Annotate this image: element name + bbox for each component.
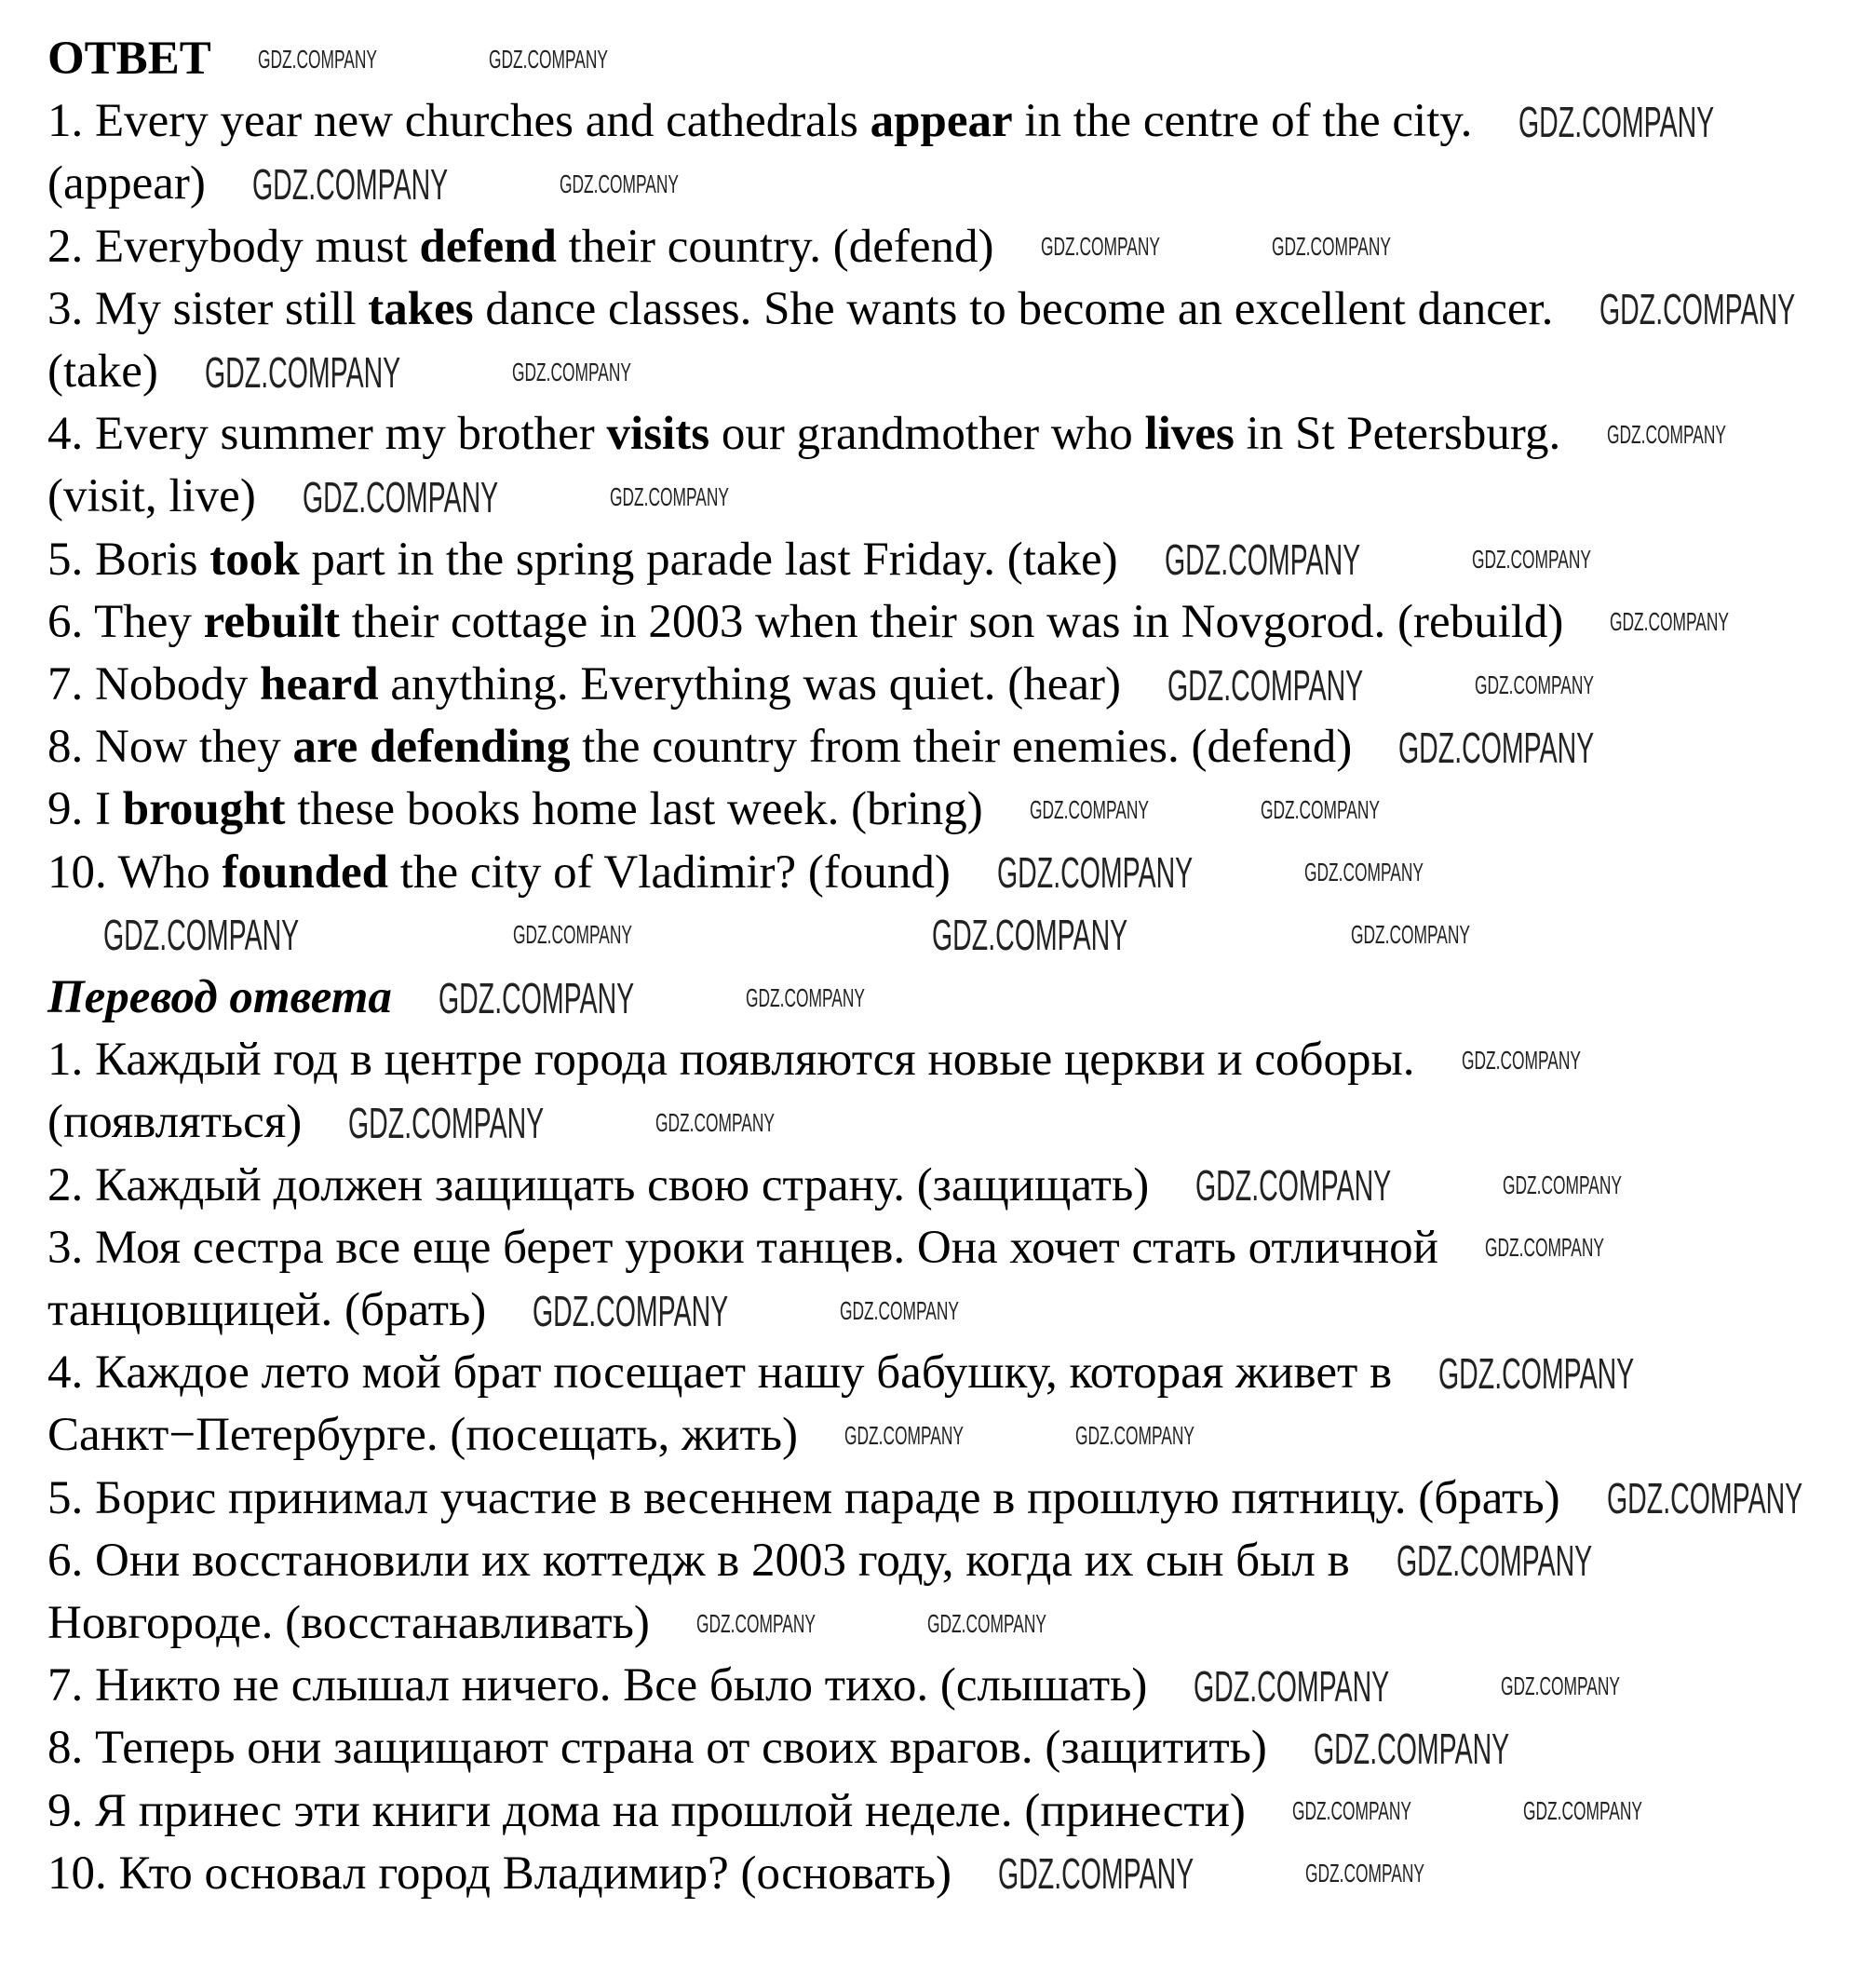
line-text: 1. Every year new churches and cathedrals [47,95,871,148]
watermark: GDZ.COMPANY [840,1296,959,1325]
answer-line [47,278,1553,341]
watermark: GDZ.COMPANY [1485,1233,1604,1262]
watermark: GDZ.COMPANY [1501,1671,1620,1700]
line-text: 1. Каждый год в центре города появляются новые церкви и соборы. [47,1034,1415,1087]
watermark: GDZ.COMPANY [1272,232,1391,261]
line-text: their country. (defend) [556,220,994,273]
line-text: 9. I [47,783,123,836]
watermark: GDZ.COMPANY [1610,607,1729,636]
watermark: GDZ.COMPANY [1472,545,1591,574]
watermark: GDZ.COMPANY [205,348,401,397]
translation-line [47,1843,951,1905]
answer-line [47,466,256,528]
watermark: GDZ.COMPANY [1304,858,1424,886]
answer-line [47,153,206,215]
line-text: the country from their enemies. (defend) [570,721,1353,774]
watermark: GDZ.COMPANY [610,482,729,511]
watermark: GDZ.COMPANY [1607,420,1726,449]
line-text: in the centre of the city. [1012,95,1473,148]
watermark: GDZ.COMPANY [1351,920,1470,949]
line-text: their cottage in 2003 when their son was in Novgorod. (rebuild) [340,595,1564,648]
watermark: GDZ.COMPANY [252,160,449,209]
translation-heading: Перевод ответа [47,971,392,1024]
watermark: GDZ.COMPANY [1503,1170,1622,1199]
line-text: (take) [47,345,158,399]
watermark: GDZ.COMPANY [1167,661,1364,710]
watermark: GDZ.COMPANY [512,358,631,386]
watermark: GDZ.COMPANY [1607,1474,1803,1522]
line-text: 8. Теперь они защищают страна от своих врагов. (защитить) [47,1722,1267,1775]
watermark: GDZ.COMPANY [1523,1796,1642,1825]
line-text: 5. Boris [47,533,210,586]
translation-line [47,1780,1246,1843]
line-text: part in the spring parade last Friday. (take) [299,533,1118,586]
answer-line [47,716,1352,778]
highlighted-verb: are defending [292,721,571,774]
watermark: GDZ.COMPANY [1305,1859,1424,1888]
line-text: our grandmother who [709,408,1145,461]
answer-list [47,90,1563,904]
line-text: (появляться) [47,1096,303,1149]
watermark: GDZ.COMPANY [1438,1349,1635,1398]
answer-line [47,216,994,278]
translation-line [47,1655,1147,1717]
watermark: GDZ.COMPANY [533,1287,729,1335]
line-text: 2. Каждый должен защищать свою страну. (защищать) [47,1158,1150,1211]
translation-line [47,1091,302,1154]
answer-line [47,591,1563,654]
line-text: 8. Now they [47,721,293,774]
highlighted-verb: rebuilt [203,595,341,648]
line-text: 3. Моя сестра все еще берет уроки танцев. Она хочет стать отличной [47,1221,1438,1274]
watermark: GDZ.COMPANY [655,1108,775,1137]
watermark: GDZ.COMPANY [1475,670,1594,699]
watermark: GDZ.COMPANY [303,473,499,521]
watermark: GDZ.COMPANY [927,1609,1046,1638]
line-text: 2. Everybody must [47,220,420,273]
line-text: 3. My sister still [47,282,369,335]
highlighted-verb: brought [122,783,286,836]
watermark: GDZ.COMPANY [1314,1725,1510,1773]
translation-line [47,1279,486,1342]
line-text: 6. Они восстановили их коттедж в 2003 году, когда их сын был в [47,1534,1350,1587]
translation-line [47,1155,1149,1217]
answer-line [47,529,1118,591]
line-text: these books home last week. (bring) [285,783,983,836]
line-text: 7. Никто не слышал ничего. Все было тихо. (слышать) [47,1659,1148,1712]
watermark: GDZ.COMPANY [1165,535,1361,584]
line-text: in St Petersburg. [1234,408,1561,461]
watermark: GDZ.COMPANY [1599,285,1796,333]
translation-line [47,1592,650,1655]
line-text: 10. Кто основал город Владимир? (основать) [47,1847,951,1900]
highlighted-verb: took [209,533,300,586]
watermark: GDZ.COMPANY [1030,795,1149,824]
highlighted-verb: founded [222,846,389,899]
line-text: (appear) [47,157,206,210]
answer-line [47,654,1121,716]
highlighted-verb: takes [368,282,474,335]
watermark: GDZ.COMPANY [489,45,608,74]
highlighted-verb: appear [870,95,1013,148]
line-text: Новгороде. (восстанавливать) [47,1597,650,1650]
line-text: 10. Who [47,846,223,899]
watermark: GDZ.COMPANY [1462,1046,1581,1075]
watermark: GDZ.COMPANY [696,1609,816,1638]
line-text: 7. Nobody [47,658,261,711]
highlighted-verb: lives [1144,408,1235,461]
line-text: (visit, live) [47,470,256,523]
watermark: GDZ.COMPANY [1397,1536,1593,1585]
line-text: dance classes. She wants to become an excellent dancer. [473,282,1554,335]
answer-line [47,403,1560,466]
watermark: GDZ.COMPANY [998,1849,1194,1898]
line-text: 4. Every summer my brother [47,408,607,461]
answer-heading: ОТВЕТ [47,33,211,85]
watermark: GDZ.COMPANY [1518,98,1715,146]
watermark: GDZ.COMPANY [932,911,1128,959]
watermark: GDZ.COMPANY [1398,724,1595,772]
watermark: GDZ.COMPANY [348,1099,545,1147]
watermark: GDZ.COMPANY [1194,1662,1390,1711]
line-text: the city of Vladimir? (found) [388,846,951,899]
watermark: GDZ.COMPANY [513,920,632,949]
line-text: 4. Каждое лето мой брат посещает нашу бабушку, которая живет в [47,1346,1393,1400]
watermark: GDZ.COMPANY [1195,1161,1392,1210]
watermark: GDZ.COMPANY [746,983,865,1012]
answer-line [47,778,983,841]
watermark: GDZ.COMPANY [560,169,679,198]
watermark: GDZ.COMPANY [439,974,635,1022]
translation-line [47,1468,1560,1530]
watermark: GDZ.COMPANY [997,848,1194,897]
watermark: GDZ.COMPANY [103,911,300,959]
line-text: 6. They [47,595,204,648]
translation-line [47,1404,798,1467]
line-text: 5. Борис принимал участие в весеннем параде в прошлую пятницу. (брать) [47,1471,1560,1524]
highlighted-verb: visits [606,408,710,461]
translation-line [47,1717,1267,1779]
answer-line [47,341,158,403]
watermark: GDZ.COMPANY [1075,1421,1194,1450]
translation-line [47,1530,1350,1592]
highlighted-verb: heard [260,658,379,711]
line-text: anything. Everything was quiet. (hear) [378,658,1121,711]
watermark: GDZ.COMPANY [1041,232,1160,261]
translation-line [47,1342,1392,1404]
line-text: 9. Я принес эти книги дома на прошлой неделе. (принести) [47,1784,1246,1837]
answer-line [47,90,1472,153]
watermark: GDZ.COMPANY [1292,1796,1411,1825]
watermark: GDZ.COMPANY [844,1421,964,1450]
answer-line [47,842,951,904]
line-text: Санкт−Петербурге. (посещать, жить) [47,1409,799,1462]
watermark: GDZ.COMPANY [258,45,377,74]
translation-line [47,1217,1438,1279]
translation-line [47,1029,1415,1091]
watermark: GDZ.COMPANY [1261,795,1380,824]
highlighted-verb: defend [419,220,557,273]
line-text: танцовщицей. (брать) [47,1284,487,1337]
